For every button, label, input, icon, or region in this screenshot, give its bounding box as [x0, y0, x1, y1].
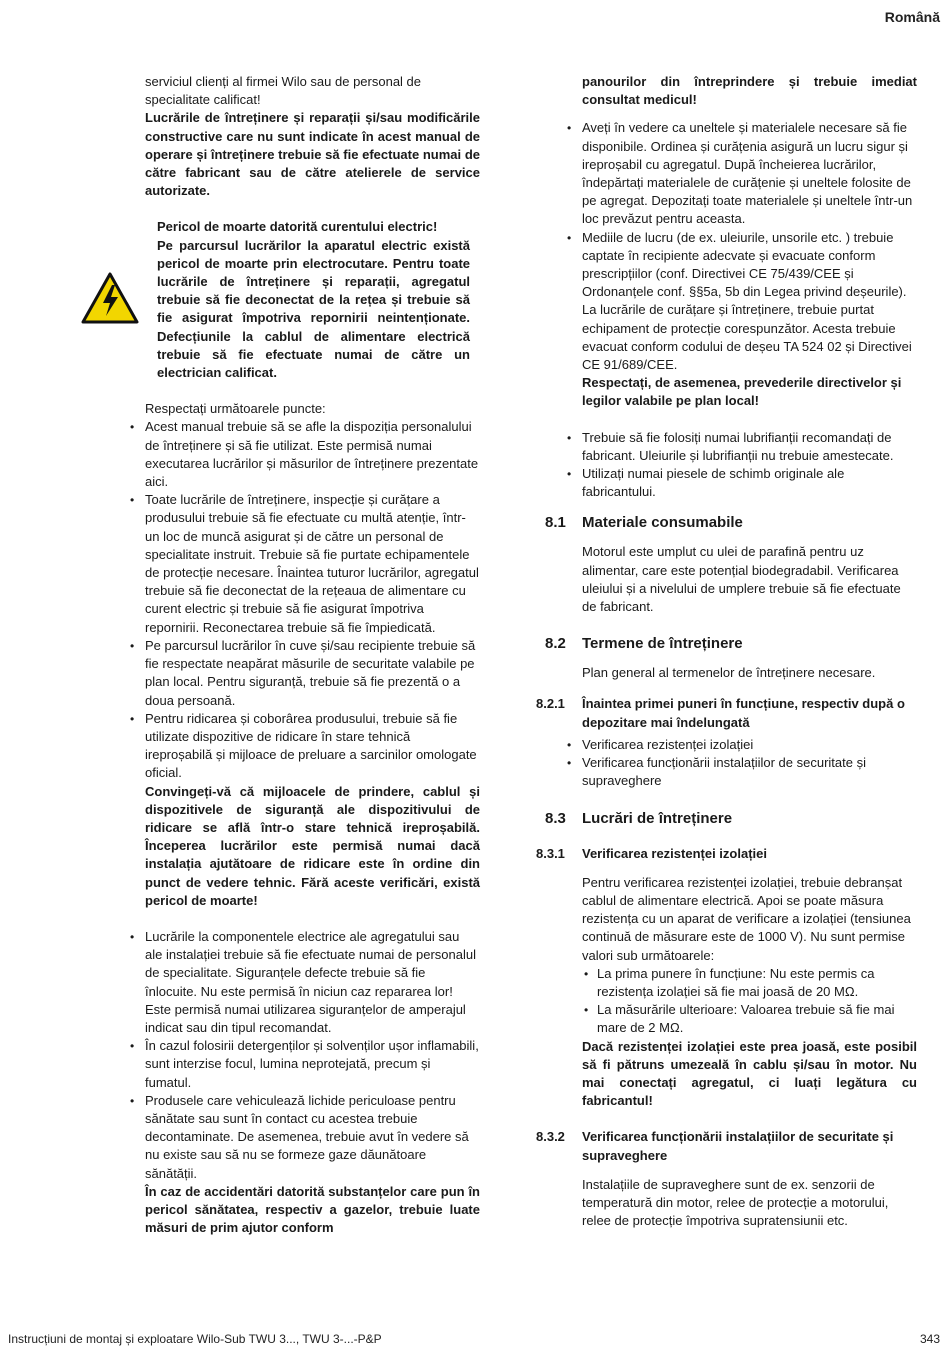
media-bold-text: Respectați, de asemenea, prevederile directivelor și legilor valabile pe plan local!: [582, 375, 902, 409]
section-number: 8.2.1: [536, 696, 565, 712]
section-heading-8-2-1: [536, 695, 917, 731]
section-heading-8-3-1: [536, 845, 917, 863]
warning-title: Pericol de moarte datorită curentului electric!: [157, 219, 438, 235]
section-number: 8.3.2: [536, 1129, 565, 1145]
list-item: • Acest manual trebuie să se afle la dispoziția personalului de întreținere și să fie utilizat. Este permisă numai executarea lucrărilor și măsurilor de întreținere prezentate aici.: [145, 418, 480, 491]
section-title: Materiale consumabile: [582, 514, 743, 532]
section-title: Verificarea funcționării instalațiilor de securitate și supraveghere: [582, 1129, 894, 1163]
list-item: • La măsurările ulterioare: Valoarea trebuie să fie mai mare de 2 MΩ.: [597, 1001, 917, 1037]
hazard-bold-text: În caz de accidentări datorită substanțelor care pun în pericol sănătatea, respectiv a gazelor, trebuie luate măsuri de prim ajutor conform: [145, 1183, 480, 1236]
footer-page-number: 343: [919, 1332, 940, 1346]
lubricant-rules-list: [582, 429, 917, 502]
lifting-bold-text: Convingeți-vă că mijloacele de prindere, cablul și dispozitivele de siguranță ale dispozitivului de ridicare se află într-o stare tehnică ireproșabilă. Începerea lucrărilor este permisă numai dacă instalația ajutătoare de ridicare este în ordine din punct de vedere tehnic. Fără aceste verificări, există pericol de moarte!: [145, 783, 480, 908]
list-item: • Aveți în vedere ca uneltele și materialele necesare să fie disponibile. Ordinea și curățenia asigură un lucru sigur și ireproșabil cu agregatul. După încheierea lucrărilor, îndepărtați materialele de curățenie și uneltele folosite de pe agregat. Depozitați toate materialele și uneltele într-un loc prevăzut pentru aceasta.: [582, 119, 917, 228]
list-item: [145, 710, 480, 910]
list-item: • Toate lucrările de întreținere, inspecție și curățare a produsului trebuie să fie efectuate cu multă atenție, într-un loc de muncă asigurat și de către un personal de specialitate instruit. Trebuie să fie purtate echipamentele de protecție necesare. Înaintea tuturor lucrărilor, agregatul trebuie să fie deconectat de la rețeaua de alimentare cu curent electric și trebuie să fie asigurat împotriva repornirii. Reconectarea trebuie să fie împiedicată.: [145, 491, 480, 637]
section-heading-8-2: [545, 634, 917, 654]
section-heading-8-3: [545, 809, 917, 829]
tools-rules-list: [582, 119, 917, 410]
section-number: 8.3.1: [536, 845, 565, 861]
section-8-1-text: Motorul este umplut cu ulei de parafină pentru uz alimentar, care este potențial biodegradabil. Verificarea uleiului și a nivelului de umplere trebuie să fie efectuate de fabricant.: [582, 544, 901, 615]
section-title: Lucrări de întreținere: [582, 809, 733, 827]
section-8-3-1-text: Pentru verificarea rezistenței izolației, trebuie debranșat cablul de alimentare electrică. Apoi se poate măsura rezistența cu un aparat de verificare a izolației (tensiunea continuă de măsurare este de 1000 V). Nu sunt permise valori sub următoarele:: [582, 874, 911, 963]
lifting-text: • Pentru ridicarea și coborârea produsului, trebuie să fie utilizate dispozitive de ridicare în stare tehnică ireproșabilă și mijloace de preluare a sarcinilor omologate oficial.: [145, 710, 477, 781]
list-item: • În cazul folosirii detergenților și solvenților ușor inflamabili, sunt interzise focul, lumina neprotejată, precum și fumatul.: [145, 1037, 480, 1092]
section-8-3-1-bold-text: Dacă rezistenței izolației este prea joasă, este posibil să fi pătruns umezeală în cablu și/sau în motor. Nu mai conectați agregatul, ci luați legătura cu fabricantul!: [582, 1038, 917, 1109]
section-title: Verificarea rezistenței izolației: [582, 845, 767, 861]
list-item: • Verificarea rezistenței izolației: [582, 736, 917, 754]
insulation-limits-list: [582, 965, 917, 1038]
section-number: 8.3: [545, 809, 566, 827]
section-8-2-1-list: [582, 736, 917, 791]
hazard-text: • Produsele care vehiculează lichide periculoase pentru sănătate sau sunt în contact cu acestea trebuie decontaminate. De asemenea, trebuie avut în vedere să nu existe sau să nu se formeze gaze dăunătoare sănătății.: [145, 1092, 469, 1181]
right-column: [536, 73, 917, 1230]
intro-text: serviciul clienți al firmei Wilo sau de personal de specialitate calificat!: [145, 74, 422, 108]
list-item: • La prima punere în funcțiune: Nu este permis ca rezistența izolației să fie mai joasă de 20 MΩ.: [597, 965, 917, 1001]
continued-bold-text: panourilor din întreprindere și trebuie imediat consultat medicul!: [582, 74, 917, 108]
list-item: • Verificarea funcționării instalațiilor de securitate și supraveghere: [582, 754, 917, 790]
media-text: • Mediile de lucru (de ex. uleiurile, unsorile etc. ) trebuie captate în recipiente adecvate și evacuate conform prescripțiilor (conf. Directivei CE 75/439/CEE și Ordonanțele conf. §§5a, 5b din Legea privind deșeurile). La lucrările de curățare și întreținere, trebuie purtat echipament de protecție corespunzător. Acesta trebuie evacuat conform codului de deșeu TA 524 02 și Directivei CE 91/689/CEE.: [582, 229, 912, 373]
footer-document-title: Instrucțiuni de montaj și exploatare Wilo-Sub TWU 3..., TWU 3-...-P&P: [8, 1332, 382, 1346]
high-voltage-warning-icon: [81, 272, 139, 324]
left-column: [145, 73, 480, 1237]
warning-text: Pe parcursul lucrărilor la aparatul electric există pericol de moarte prin electrocutare. Pentru toate lucrările de întreținere și reparații, agregatul trebuie să fie deconectat de la rețea și trebuie să fie asigurat împotriva repornirii neintenționate. Defecțiunile la cablul de alimentare electrică trebuie să fie efectuate numai de către un electrician calificat.: [157, 237, 470, 381]
section-heading-8-1: [545, 513, 917, 533]
list-item: • Pe parcursul lucrărilor în cuve și/sau recipiente trebuie să fie respectate neapărat măsurile de securitate valabile pe plan local. Pentru siguranță, trebuie să fie prezentă o a doua persoană.: [145, 637, 480, 710]
section-8-2-text: Plan general al termenelor de întreținere necesare.: [582, 665, 876, 681]
language-label: Română: [884, 9, 940, 25]
intro-bold-text: Lucrările de întreținere și reparații și/sau modificările constructive care nu sunt indicate în acest manual de operare și întreținere trebuie să fie efectuate numai de către fabricant sau de către atelierele de service autorizate.: [145, 110, 480, 199]
respect-intro: Respectați următoarele puncte:: [145, 401, 326, 417]
section-8-3-2-text: Instalațiile de supraveghere sunt de ex. senzorii de temperatură din motor, relee de protecție a motorului, relee de protecție împotriva supratensiunii etc.: [582, 1176, 889, 1229]
maintenance-rules-list: [145, 418, 480, 909]
list-item: • Lucrările la componentele electrice ale agregatului sau ale instalației trebuie să fie efectuate numai de personalul de specialitate. Siguranțele defecte trebuie să fie înlocuite. Nu este permisă în niciun caz repararea lor! Este permisă numai utilizarea siguranțelor de amperajul indicat sau din tipul recomandat.: [145, 928, 480, 1037]
list-item: [145, 1092, 480, 1238]
section-heading-8-3-2: [536, 1128, 917, 1164]
electric-warning: [145, 218, 480, 382]
section-number: 8.1: [545, 514, 566, 532]
section-title: Înaintea primei puneri în funcțiune, respectiv după o depozitare mai îndelungată: [582, 696, 905, 730]
list-item: • Trebuie să fie folosiți numai lubrifianții recomandați de fabricant. Uleiurile și lubrifianții nu trebuie amestecate.: [582, 429, 917, 465]
section-title: Termene de întreținere: [582, 635, 743, 653]
section-number: 8.2: [545, 635, 566, 653]
electrical-rules-list: [145, 928, 480, 1237]
list-item: • Utilizați numai piesele de schimb originale ale fabricantului.: [582, 465, 917, 501]
list-item: [582, 229, 917, 411]
